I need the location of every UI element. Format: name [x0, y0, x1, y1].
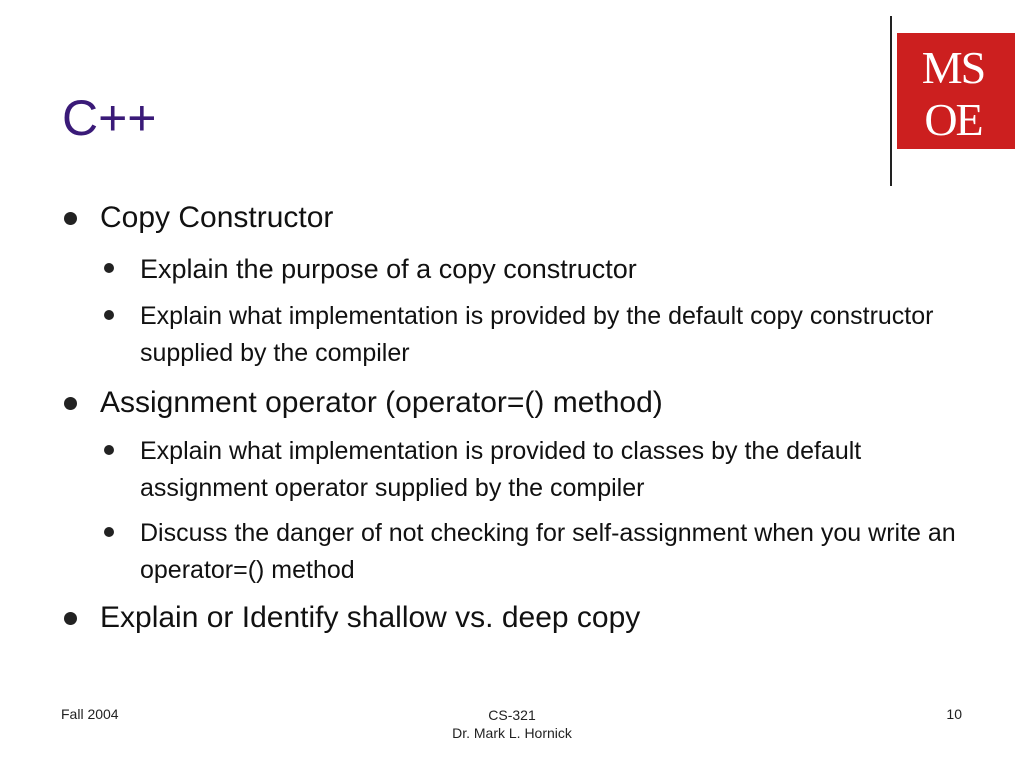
vertical-divider	[890, 16, 892, 186]
footer-date: Fall 2004	[61, 706, 119, 722]
bullet-text: Copy Constructor	[100, 201, 334, 234]
bullet-dot-icon	[64, 612, 77, 625]
bullet-dot-icon	[64, 397, 77, 410]
msoe-logo	[897, 33, 1015, 149]
bullet-text: Assignment operator (operator=() method)	[100, 386, 663, 419]
sub-bullet-text: Explain what implementation is provided to classes by the default assignment operator supplied by the compiler	[140, 437, 862, 502]
bullet-dot-icon	[64, 212, 77, 225]
sub-bullet-text: Discuss the danger of not checking for self-assignment when you write an operator=() method	[140, 519, 956, 584]
footer-course: CS-321	[488, 707, 536, 723]
footer-author: Dr. Mark L. Hornick	[452, 725, 572, 741]
bullet-text: Explain or Identify shallow vs. deep copy	[100, 601, 641, 634]
bullet-dot-icon	[104, 527, 114, 537]
slide-title: C++	[62, 90, 157, 146]
footer-center	[412, 706, 612, 742]
svg-text:MS: MS	[921, 42, 985, 93]
bullet-dot-icon	[104, 263, 114, 273]
sub-bullet-text: Explain what implementation is provided by the default copy constructor supplied by the compiler	[140, 302, 934, 367]
bullet-dot-icon	[104, 310, 114, 320]
footer-page-number: 10	[946, 706, 962, 722]
slide-footer	[0, 700, 1024, 750]
msoe-logo-graphic	[897, 33, 1015, 149]
sub-bullet-text: Explain the purpose of a copy constructor	[140, 254, 637, 284]
svg-text:OE: OE	[924, 94, 982, 145]
bullet-dot-icon	[104, 445, 114, 455]
